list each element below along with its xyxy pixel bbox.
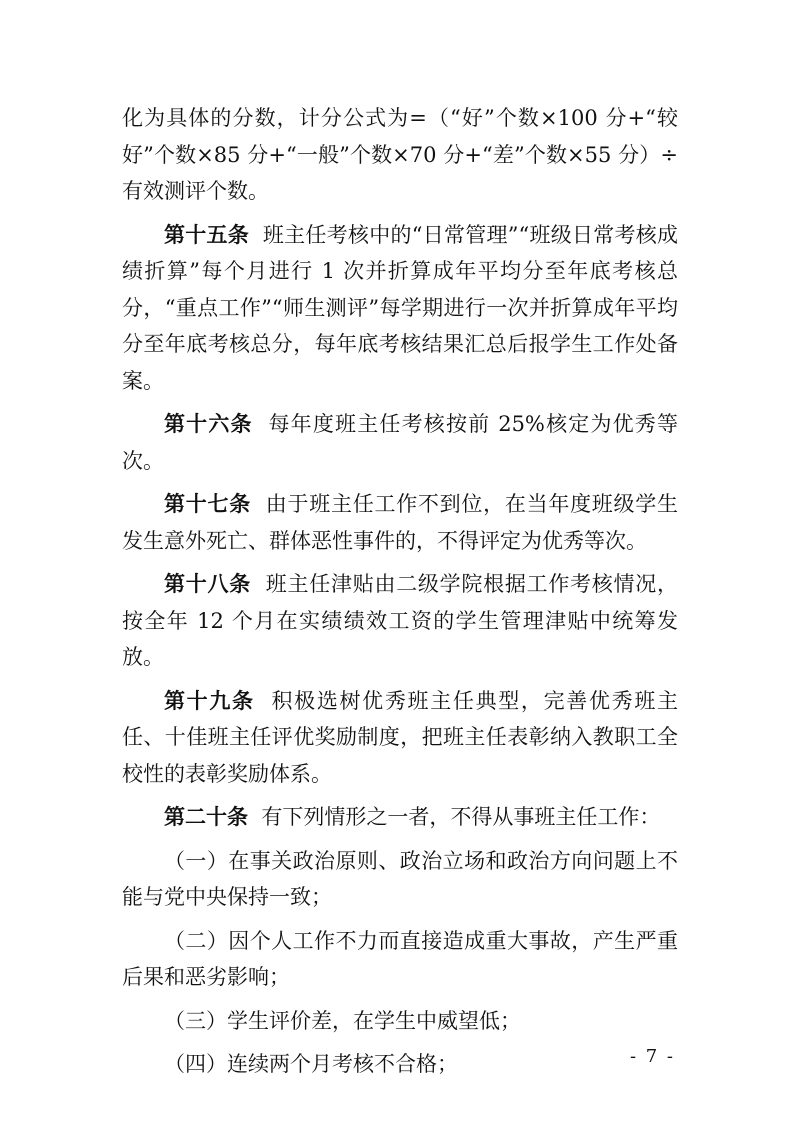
document-body: [122, 100, 678, 1083]
list-item: （三）学生评价差，在学生中威望低；: [164, 1008, 521, 1033]
article-19: [122, 683, 678, 793]
article-16: [122, 406, 678, 479]
article-text: 每年度班主任考核按前 25%核定为优秀等次。: [122, 412, 678, 473]
list-item: （四）连续两个月考核不合格；: [164, 1052, 458, 1076]
article-20: [122, 799, 678, 836]
article-text: 班主任津贴由二级学院根据工作考核情况，按全年 12 个月在实绩绩效工资的学生管理津贴中统筹发放。: [122, 572, 679, 669]
article-text: 积极选树优秀班主任典型，完善优秀班主任、十佳班主任评优奖励制度，把班主任表彰纳入教职工全校性的表彰奖励体系。: [122, 688, 679, 786]
article-18: [122, 566, 678, 676]
article-17: [122, 486, 678, 559]
article-label: 第十五条: [164, 222, 250, 247]
article-label: 第十六条: [164, 412, 253, 436]
article-label: 第十八条: [164, 572, 251, 596]
article-label: 第二十条: [164, 805, 248, 829]
page-number: - 7 -: [629, 1046, 675, 1067]
article-15: [122, 217, 678, 400]
article-text: 有下列情形之一者，不得从事班主任工作：: [261, 805, 661, 829]
article-text: 班主任考核中的“日常管理”“班级日常考核成绩折算”每个月进行 1 次并折算成年平均分至年底考核总分，“重点工作”“师生测评”每学期进行一次并折算成年平均分至年底考核总分，每年底考核结果汇总后报学生工作处备案。: [122, 222, 678, 393]
article-label: 第十九条: [164, 688, 255, 713]
article-text: 由于班主任工作不到位，在当年度班级学生发生意外死亡、群体恶性事件的，不得评定为优秀等次。: [122, 492, 679, 553]
list-item: （一）在事关政治原则、政治立场和政治方向问题上不能与党中央保持一致；: [122, 848, 678, 909]
list-item: （二）因个人工作不力而直接造成重大事故，产生严重后果和恶劣影响；: [122, 928, 678, 989]
intro-paragraph: 化为具体的分数，计分公式为=（“好”个数×100 分+“较好”个数×85 分+“一般”个数×70 分+“差”个数×55 分）÷有效测评个数。: [122, 106, 678, 203]
article-label: 第十七条: [164, 492, 251, 516]
